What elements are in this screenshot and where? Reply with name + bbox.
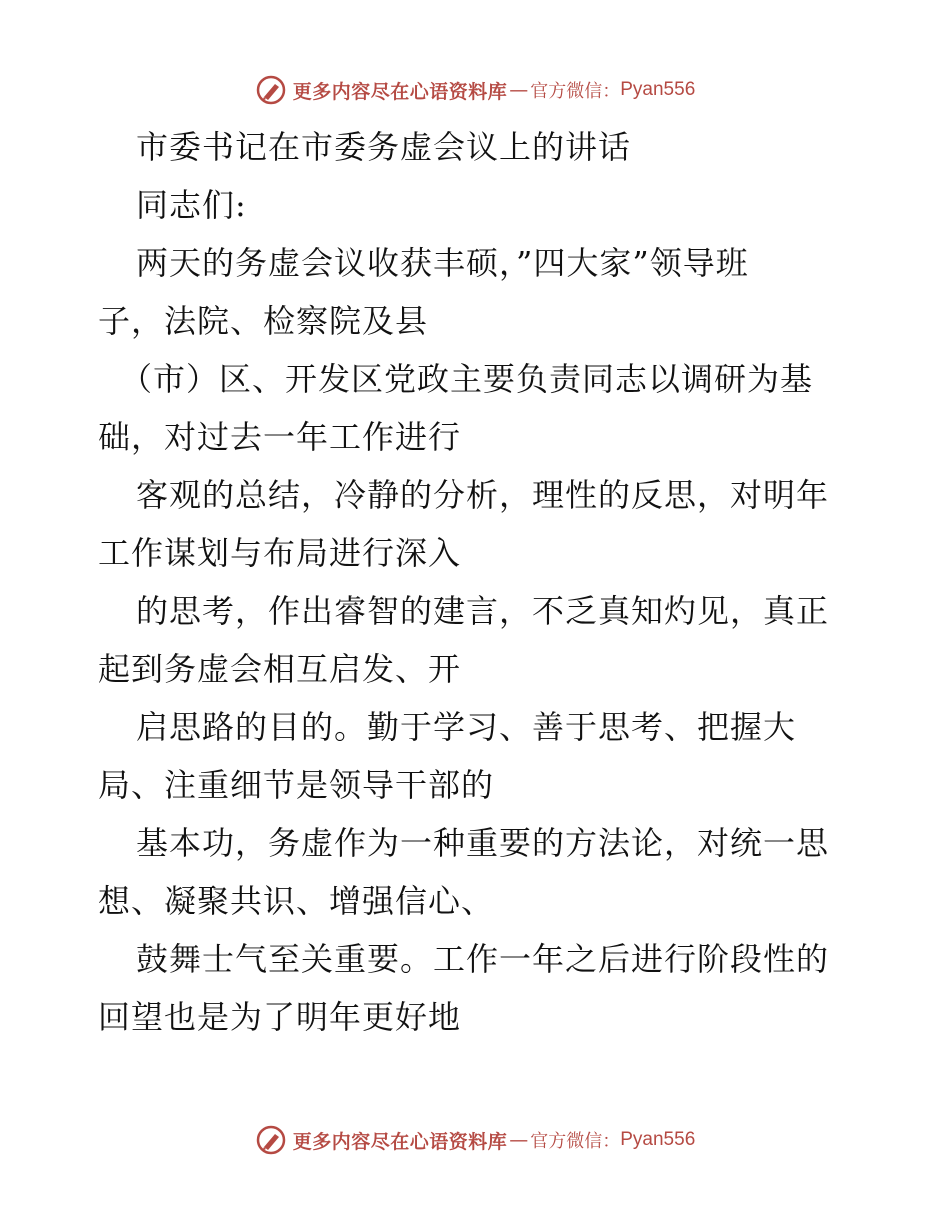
- paragraph-line: 础，对过去一年工作进行: [98, 418, 462, 456]
- watermark-text: 更多内容尽在心语资料库: [292, 80, 508, 103]
- paragraph-line: 两天的务虚会议收获丰硕，”四大家”领导班: [136, 244, 749, 282]
- pen-logo-icon: [255, 1124, 287, 1156]
- watermark-text: 更多内容尽在心语资料库: [292, 1130, 508, 1153]
- paragraph-line: 子，法院、检察院及县: [98, 302, 429, 340]
- watermark-dash: —: [509, 1129, 529, 1151]
- paragraph-line: 起到务虚会相互启发、开: [98, 650, 462, 688]
- paragraph-line: （市）区、开发区党政主要负责同志以调研为基: [120, 360, 814, 398]
- paragraph-line: 局、注重细节是领导干部的: [98, 766, 495, 804]
- footer-watermark: [0, 1122, 950, 1158]
- watermark-label: 官方微信：: [530, 1131, 621, 1152]
- salutation: 同志们:: [136, 186, 247, 224]
- pen-logo-icon: [255, 74, 287, 106]
- watermark-wechat-id: Pyan556: [620, 1129, 696, 1150]
- document-body: [98, 118, 858, 1046]
- paragraph-line: 鼓舞士气至关重要。工作一年之后进行阶段性的: [136, 940, 830, 978]
- paragraph-line: 回望也是为了明年更好地: [98, 998, 462, 1036]
- watermark-label: 官方微信：: [530, 81, 621, 102]
- watermark-wechat-id: Pyan556: [620, 79, 696, 100]
- paragraph-line: 启思路的目的。勤于学习、善于思考、把握大: [136, 708, 797, 746]
- watermark-dash: —: [509, 79, 529, 101]
- paragraph-line: 的思考，作出睿智的建言，不乏真知灼见，真正: [136, 592, 830, 630]
- document-title: 市委书记在市委务虚会议上的讲话: [136, 128, 632, 166]
- paragraph-line: 基本功，务虚作为一种重要的方法论，对统一思: [136, 824, 830, 862]
- paragraph-line: 想、凝聚共识、增强信心、: [98, 882, 495, 920]
- paragraph-line: 客观的总结，冷静的分析，理性的反思，对明年: [136, 476, 830, 514]
- paragraph-line: 工作谋划与布局进行深入: [98, 534, 462, 572]
- header-watermark: [0, 72, 950, 108]
